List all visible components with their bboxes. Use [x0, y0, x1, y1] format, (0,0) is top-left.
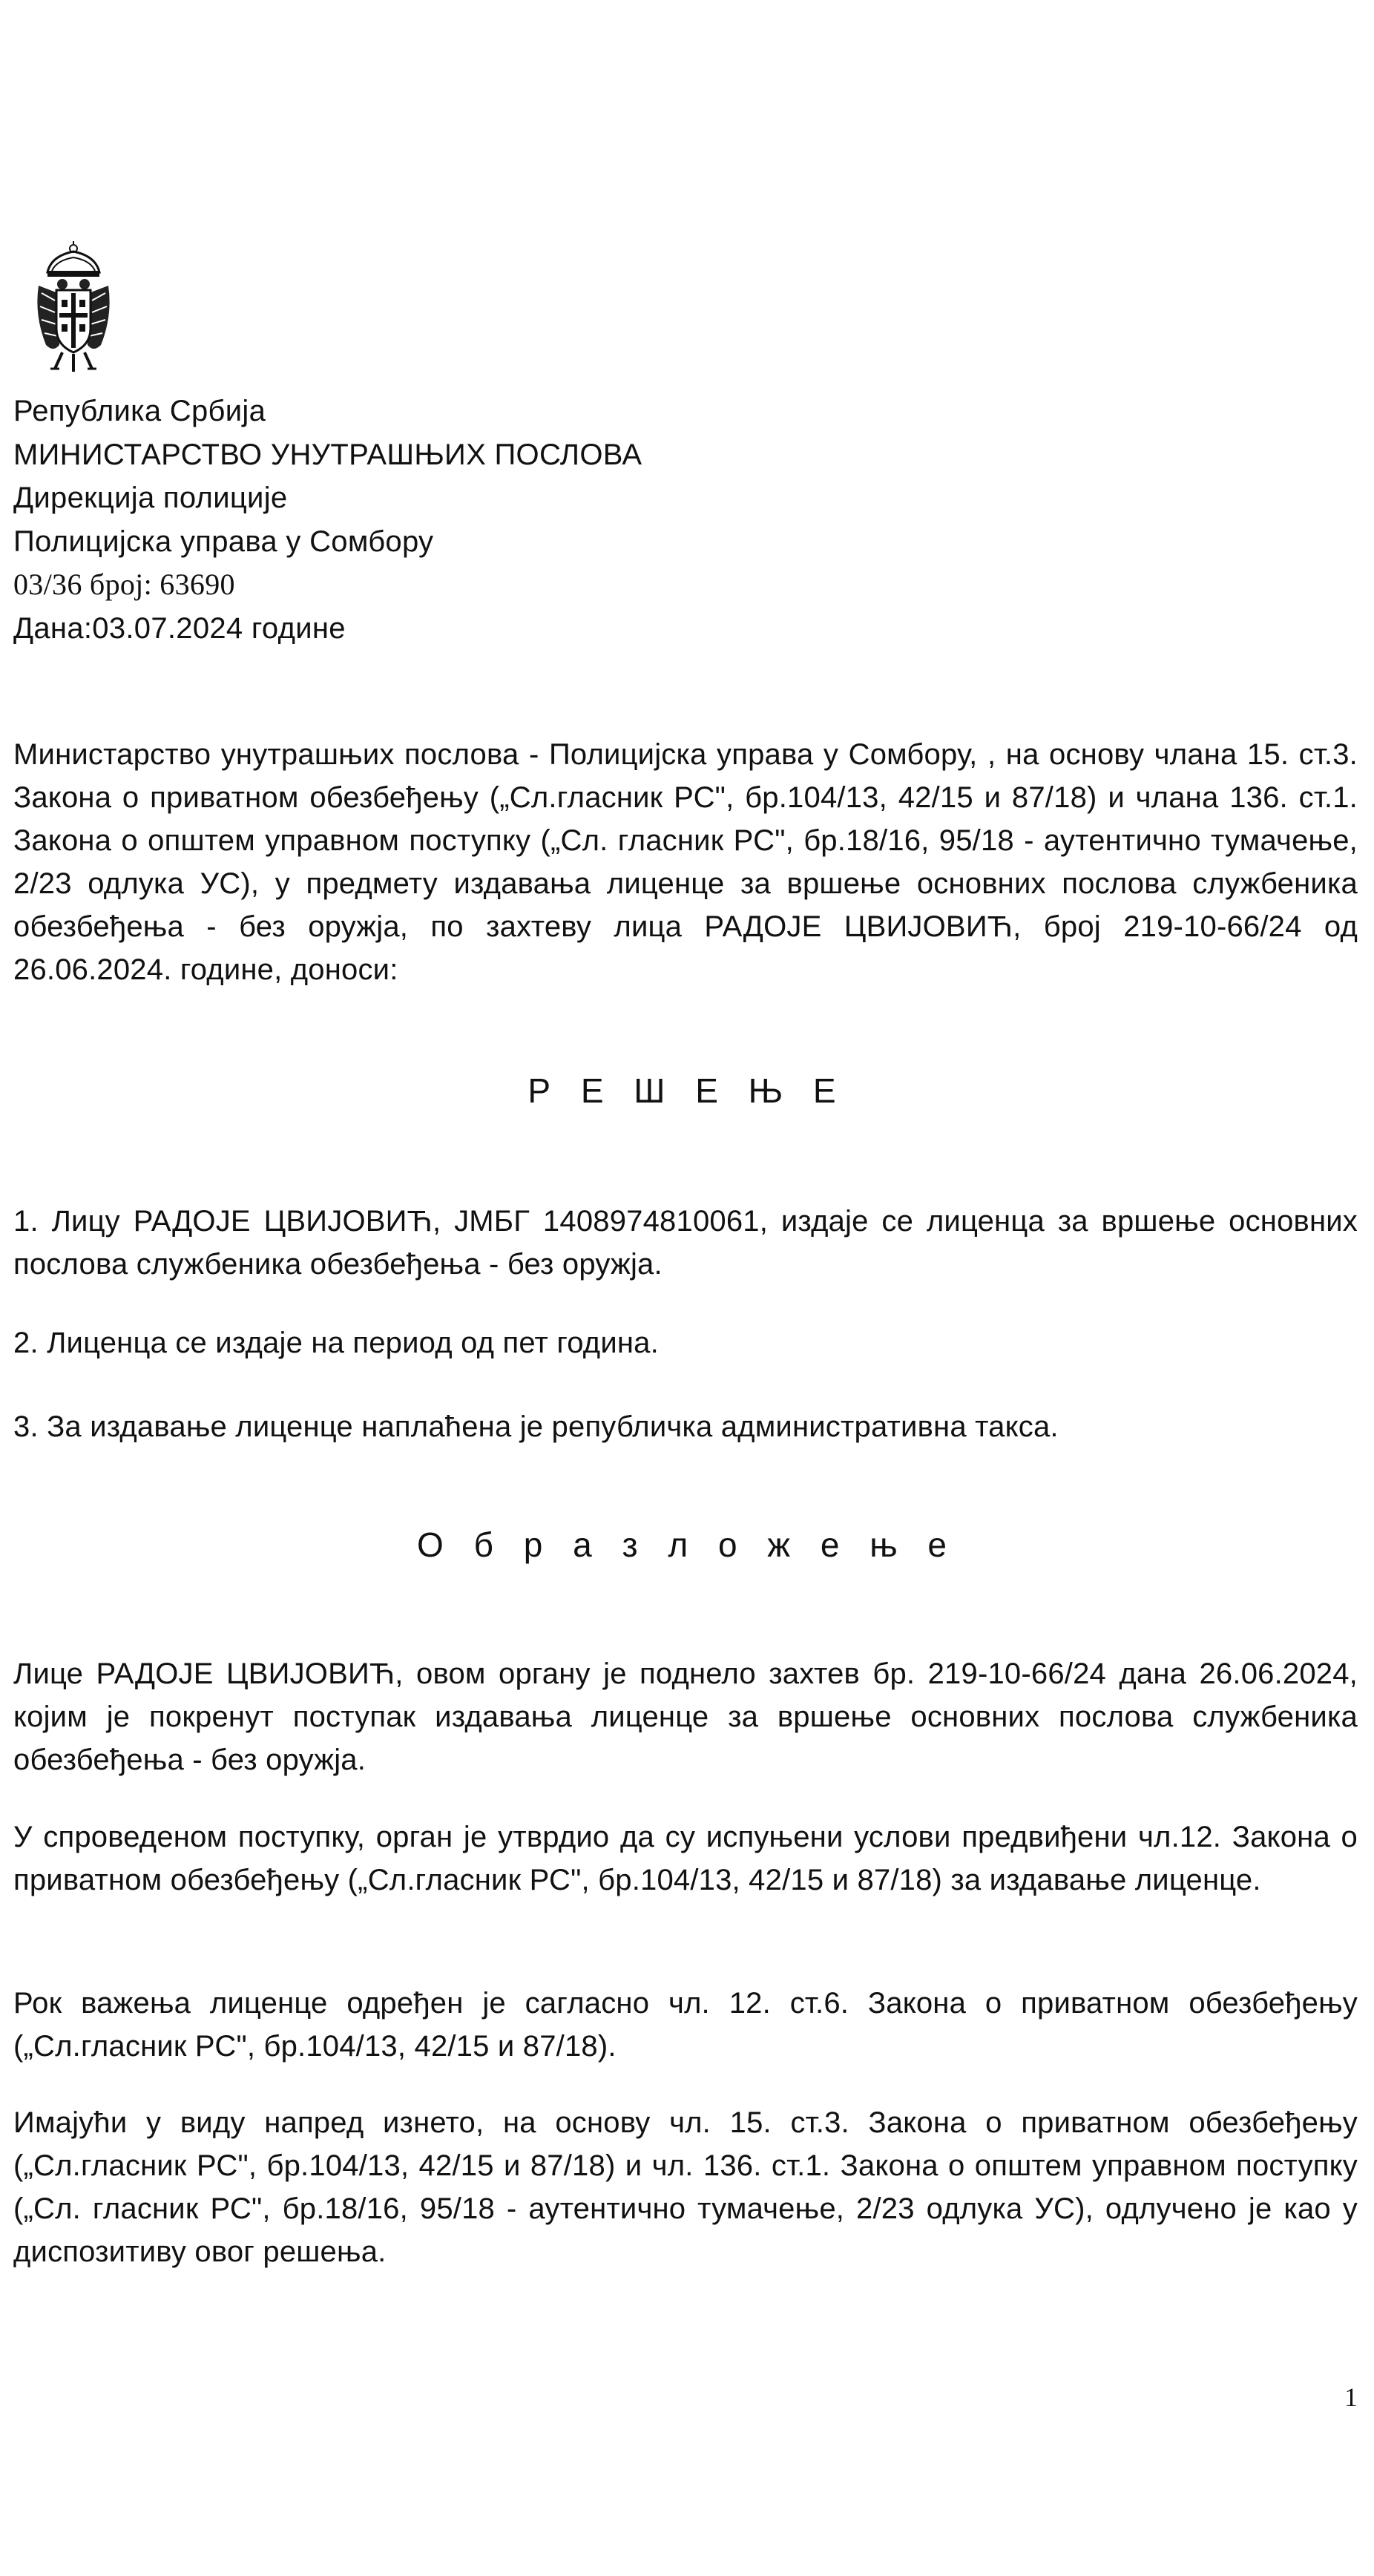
decision-title: Р Е Ш Е Њ Е	[527, 1071, 847, 1110]
ministry-name: МИНИСТАРСТВО УНУТРАШЊИХ ПОСЛОВА	[13, 438, 642, 471]
coat-of-arms-icon	[33, 241, 77, 375]
decision-item: 2. Лиценца се издаје на период од пет година.	[13, 1327, 659, 1359]
decision-item: 1. Лицу РАДОЈЕ ЦВИЈОВИЋ, ЈМБГ 1408974810061, издаје се лиценца за вршење основних послова службеника обезбеђења - без оружја.	[13, 1205, 1358, 1281]
reasoning-paragraph: Имајући у виду напред изнето, на основу чл. 15. ст.3. Закона о приватном обезбеђењу („Сл.гласник РС", бр.104/13, 42/15 и 87/18) и чл. 136. ст.1. Закона о општем управном поступку („Сл. гласник РС", бр.18/16, 95/18 - аутентично тумачење, 2/23 одлука УС), одлучено је као у диспозитиву овог решења.	[13, 2106, 1358, 2268]
reasoning-title: О б р а з л о ж е њ е	[417, 1525, 957, 1564]
reasoning-paragraph: Лице РАДОЈЕ ЦВИЈОВИЋ, овом органу је поднело захтев бр. 219-10-66/24 дана 26.06.2024, којим је покренут поступак издавања лиценце за вршење основних послова службеника обезбеђења - без оружја.	[13, 1657, 1358, 1776]
reasoning-paragraph: У спроведеном поступку, орган је утврдио да су испуњени услови предвиђени чл.12. Закона о приватном обезбеђењу („Сл.гласник РС", бр.104/13, 42/15 и 87/18) за издавање лиценце.	[13, 1821, 1358, 1896]
decision-item: 3. За издавање лиценце наплаћена је републичка административна такса.	[13, 1410, 1059, 1443]
directorate-name: Дирекција полиције	[13, 482, 288, 514]
document-header	[13, 390, 642, 650]
intro-paragraph: Министарство унутрашњих послова - Полицијска управа у Сомбору, , на основу члана 15. ст.3. Закона о приватном обезбеђењу („Сл.гласник РС", бр.104/13, 42/15 и 87/18) и члана 136. ст.1. Закона о општем управном поступку („Сл. гласник РС", бр.18/16, 95/18 - аутентично тумачење, 2/23 одлука УС), у предмету издавања лиценце за вршење основних послова службеника обезбеђења - без оружја, по захтеву лица РАДОЈЕ ЦВИЈОВИЋ, број 219-10-66/24 од 26.06.2024. године, доноси:	[13, 738, 1358, 986]
document-date: Дана:03.07.2024 године	[13, 611, 346, 645]
police-administration-name: Полицијска управа у Сомбору	[13, 525, 434, 558]
document-number: 03/36 број: 63690	[13, 568, 235, 601]
page-number: 1	[1344, 2382, 1358, 2412]
republic-name: Република Србија	[13, 395, 266, 427]
reasoning-paragraph: Рок важења лиценце одређен је сагласно чл. 12. ст.6. Закона о приватном обезбеђењу („Сл.гласник РС", бр.104/13, 42/15 и 87/18).	[13, 1987, 1358, 2063]
